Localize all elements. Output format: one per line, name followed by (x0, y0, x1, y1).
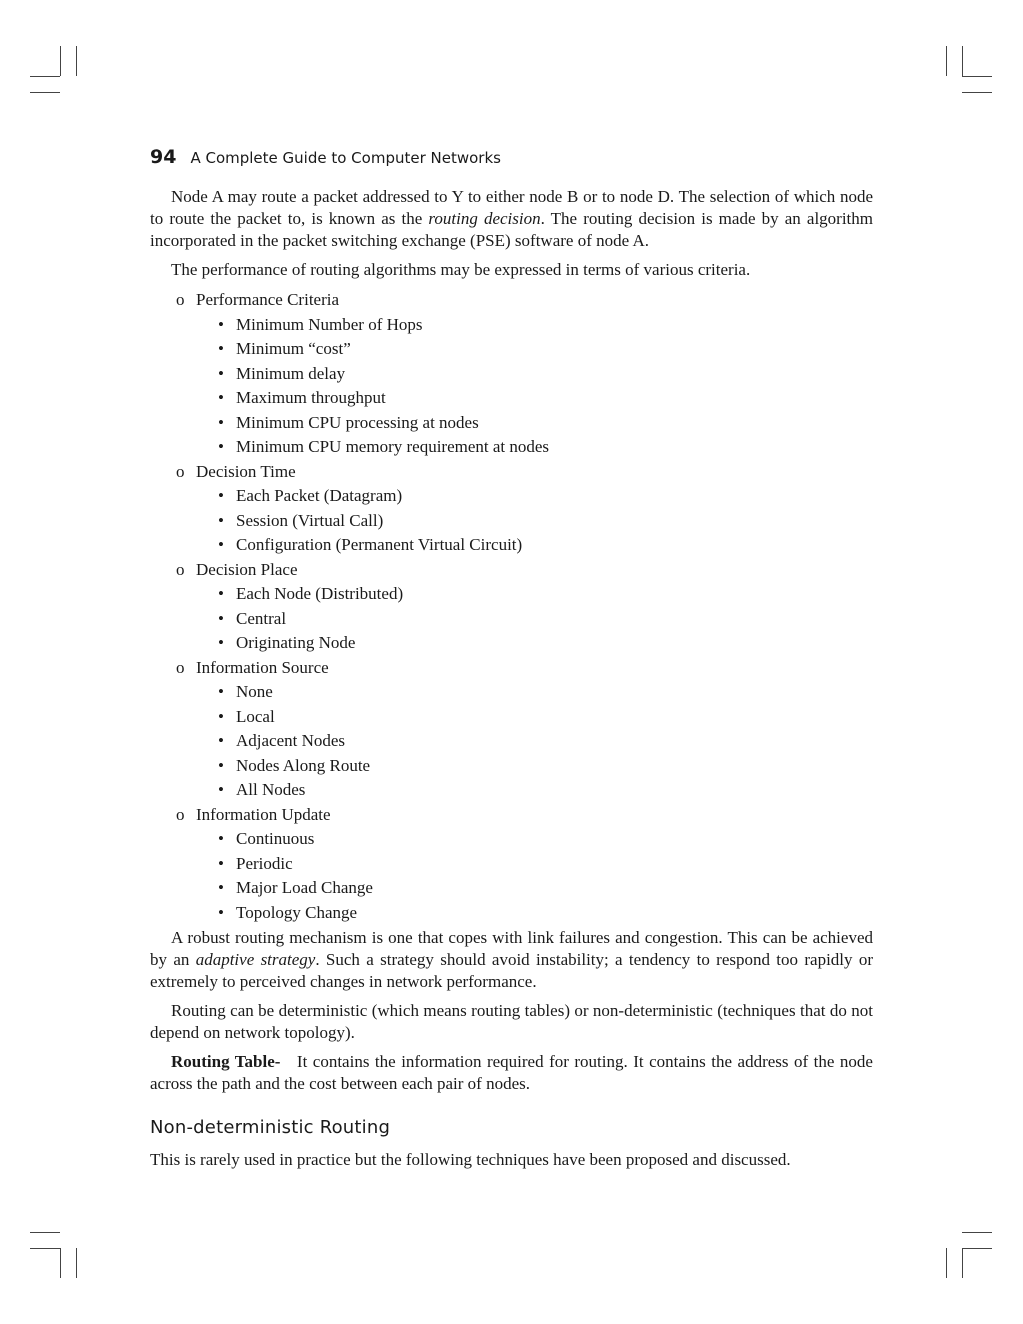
routing-table-text: It contains the information required for routing. It contains the address of the node across the path and the cost between each pair of nodes. (150, 1052, 873, 1093)
criteria-group-label: Decision Place (196, 559, 298, 579)
list-item-text: Minimum Number of Hops (236, 314, 423, 334)
list-item (216, 509, 873, 534)
list-item (216, 411, 873, 436)
bullet-icon: • (218, 388, 224, 407)
bullet-icon: • (218, 853, 224, 873)
list-item-text: Continuous (236, 829, 315, 848)
routing-table-term: Routing Table- (171, 1052, 281, 1071)
criteria-group-label: Performance Criteria (196, 290, 340, 309)
bullet-icon: • (218, 437, 224, 456)
list-item (216, 827, 873, 852)
list-item-text: Each Node (Distributed) (236, 584, 404, 603)
list-item (216, 533, 873, 558)
bullet-icon: • (218, 682, 224, 701)
robust-text: A robust routing mechanism is one that copes with link failures and congestion. This can be achieved by an (150, 928, 873, 969)
page-number: 94 (150, 146, 177, 168)
list-item-text: Minimum CPU memory requirement at nodes (236, 437, 550, 456)
bullet-icon: • (218, 878, 224, 897)
crop-mark (60, 1248, 61, 1278)
crop-mark (962, 76, 992, 77)
crop-mark (30, 1232, 60, 1233)
list-item-text: Central (236, 608, 287, 628)
criteria-items (176, 680, 873, 803)
routing-decision-term: routing decision (428, 209, 541, 228)
list-item (216, 705, 873, 730)
list-item (216, 631, 873, 656)
criteria-group (176, 460, 873, 558)
criteria-group-label: Information Source (196, 657, 329, 677)
criteria-group (176, 803, 873, 926)
criteria-group-label: Decision Time (196, 461, 296, 481)
list-item-text: None (236, 682, 273, 701)
criteria-group (176, 288, 873, 460)
section-heading: Non-deterministic Routing (150, 1117, 391, 1138)
list-item-text: Nodes Along Route (236, 755, 371, 775)
list-item-text: Originating Node (236, 633, 356, 652)
bullet-icon: • (218, 902, 224, 922)
bullet-icon: • (218, 706, 224, 726)
bullet-icon: • (218, 584, 224, 603)
list-item (216, 362, 873, 387)
list-item-text: Configuration (Permanent Virtual Circuit) (236, 535, 523, 554)
criteria-list (150, 288, 873, 925)
list-item (216, 313, 873, 338)
criteria-group-label: Information Update (196, 804, 331, 824)
bullet-icon: • (218, 339, 224, 358)
list-item-text: Topology Change (236, 902, 358, 922)
crop-mark (30, 1248, 60, 1249)
criteria-items (176, 582, 873, 656)
list-item (216, 337, 873, 362)
group-marker: o (176, 290, 185, 309)
list-item-text: Each Packet (Datagram) (236, 486, 403, 505)
performance-paragraph: The performance of routing algorithms may be expressed in terms of various criteria. (171, 260, 751, 279)
list-item (216, 435, 873, 460)
crop-mark (962, 46, 963, 76)
group-marker: o (176, 461, 185, 481)
list-item-text: Adjacent Nodes (236, 731, 346, 750)
bullet-icon: • (218, 731, 224, 750)
bullet-icon: • (218, 755, 224, 775)
list-item (216, 876, 873, 901)
robust-text-continued: . Such a strategy should avoid instability; a tendency to respond too rapidly or extremely to perceived changes in network performance. (150, 950, 873, 991)
crop-mark (962, 1232, 992, 1233)
list-item-text: Periodic (236, 853, 293, 873)
list-item (216, 901, 873, 926)
bullet-icon: • (218, 412, 224, 432)
list-item (216, 729, 873, 754)
list-item (216, 778, 873, 803)
list-item (216, 680, 873, 705)
intro-text-continued: . The routing decision is made by an algorithm incorporated in the packet switching exchange (PSE) software of node A. (150, 209, 873, 250)
list-item-text: Minimum CPU processing at nodes (236, 412, 479, 432)
bullet-icon: • (218, 510, 224, 530)
bullet-icon: • (218, 363, 224, 383)
adaptive-strategy-term: adaptive strategy (195, 950, 316, 969)
crop-mark (60, 46, 61, 76)
list-item (216, 754, 873, 779)
deterministic-paragraph: Routing can be deterministic (which means routing tables) or non-deterministic (techniques that do not depend on network topology). (150, 1001, 873, 1042)
list-item (216, 852, 873, 877)
criteria-group (176, 558, 873, 656)
list-item-text: Local (236, 706, 275, 726)
list-item (216, 386, 873, 411)
bullet-icon: • (218, 780, 224, 799)
crop-mark (76, 46, 77, 76)
page-body (150, 186, 873, 1171)
crop-mark (76, 1248, 77, 1278)
crop-mark (962, 92, 992, 93)
crop-mark (946, 1248, 947, 1278)
bullet-icon: • (218, 486, 224, 505)
criteria-items (176, 827, 873, 925)
book-title: A Complete Guide to Computer Networks (190, 149, 501, 167)
criteria-items (176, 313, 873, 460)
crop-mark (962, 1248, 992, 1249)
group-marker: o (176, 559, 185, 579)
criteria-group (176, 656, 873, 803)
list-item (216, 607, 873, 632)
bullet-icon: • (218, 633, 224, 652)
list-item (216, 582, 873, 607)
bullet-icon: • (218, 608, 224, 628)
list-item-text: All Nodes (236, 780, 306, 799)
running-header (150, 146, 501, 168)
list-item-text: Minimum “cost” (236, 339, 351, 358)
list-item-text: Major Load Change (236, 878, 373, 897)
intro-paragraph (150, 186, 873, 252)
bullet-icon: • (218, 314, 224, 334)
list-item-text: Session (Virtual Call) (236, 510, 384, 530)
list-item (216, 484, 873, 509)
list-item-text: Maximum throughput (236, 388, 386, 407)
crop-mark (30, 76, 60, 77)
crop-mark (946, 46, 947, 76)
group-marker: o (176, 657, 185, 677)
robust-paragraph (150, 927, 873, 993)
group-marker: o (176, 804, 185, 824)
crop-mark (962, 1248, 963, 1278)
closing-paragraph: This is rarely used in practice but the following techniques have been proposed and discussed. (150, 1150, 791, 1169)
crop-mark (30, 92, 60, 93)
routing-table-paragraph (150, 1051, 873, 1095)
bullet-icon: • (218, 535, 224, 554)
criteria-items (176, 484, 873, 558)
list-item-text: Minimum delay (236, 363, 346, 383)
bullet-icon: • (218, 829, 224, 848)
intro-text: Node A may route a packet addressed to Y to either node B or to node D. The selection of which node to route the packet to, is known as the (150, 187, 873, 228)
